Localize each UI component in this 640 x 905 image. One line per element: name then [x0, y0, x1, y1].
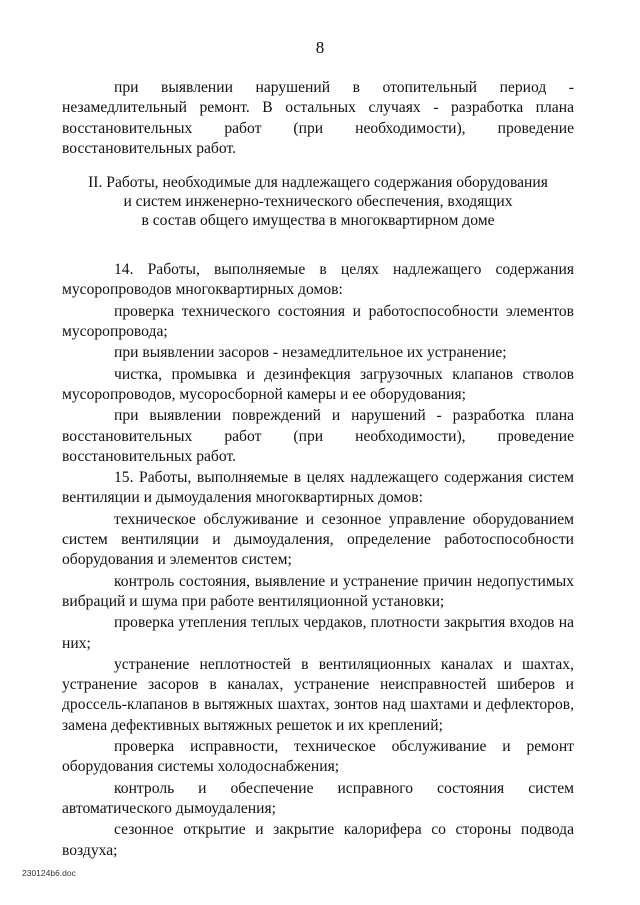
document-body	[62, 78, 574, 861]
section-title-line-2: и систем инженерно-технического обеспечения, входящих	[123, 193, 513, 211]
item-14-heading: 14. Работы, выполняемые в целях надлежащего содержания мусоропроводов многоквартирных домов:	[62, 261, 574, 299]
footer-filename: 230124b6.doc	[22, 868, 76, 878]
item-15-point-5: проверка исправности, техническое обслуживание и ремонт оборудования системы холодоснабжения;	[62, 738, 574, 776]
section-title	[62, 173, 574, 230]
intro-paragraph: при выявлении нарушений в отопительный период - незамедлительный ремонт. В остальных случаях - разработка плана восстановительных работ (при необходимости), проведение восстановительных работ.	[62, 79, 574, 157]
item-15-point-7: сезонное открытие и закрытие калорифера со стороны подвода воздуха;	[62, 821, 574, 859]
item-15-point-4: устранение неплотностей в вентиляционных каналах и шахтах, устранение засоров в каналах, устранение неисправностей шиберов и дроссель-клапанов в вытяжных шахтах, зонтов над шахтами и дефлекторов, замена дефективных вытяжных решеток и их креплений;	[62, 655, 574, 734]
item-15-point-6: контроль и обеспечение исправного состояния систем автоматического дымоудаления;	[62, 779, 574, 817]
item-14-point-2: при выявлении засоров - незамедлительное их устранение;	[114, 344, 507, 362]
item-14-point-1: проверка технического состояния и работоспособности элементов мусоропровода;	[62, 302, 574, 341]
item-15-point-3: проверка утепления теплых чердаков, плотности закрытия входов на них;	[62, 614, 574, 652]
item-14-point-3: чистка, промывка и дезинфекция загрузочных клапанов стволов мусоропроводов, мусоросборной камеры и ее оборудования;	[62, 365, 574, 403]
item-15-point-2: контроль состояния, выявление и устранение причин недопустимых вибраций и шума при работе вентиляционной установки;	[62, 572, 574, 610]
item-15-point-1: техническое обслуживание и сезонное управление оборудованием систем вентиляции и дымоудаления, определение работоспособности оборудования и элементов систем;	[62, 510, 574, 569]
page-number: 8	[315, 38, 325, 57]
item-14-point-4: при выявлении повреждений и нарушений - разработка плана восстановительных работ (при необходимости), проведение восстановительных работ.	[62, 407, 574, 465]
item-15-heading: 15. Работы, выполняемые в целях надлежащего содержания систем вентиляции и дымоудаления многоквартирных домов:	[62, 469, 574, 507]
section-title-line-1: II. Работы, необходимые для надлежащего содержания оборудования	[88, 174, 548, 192]
section-title-line-3: в состав общего имущества в многоквартирном доме	[141, 212, 495, 230]
